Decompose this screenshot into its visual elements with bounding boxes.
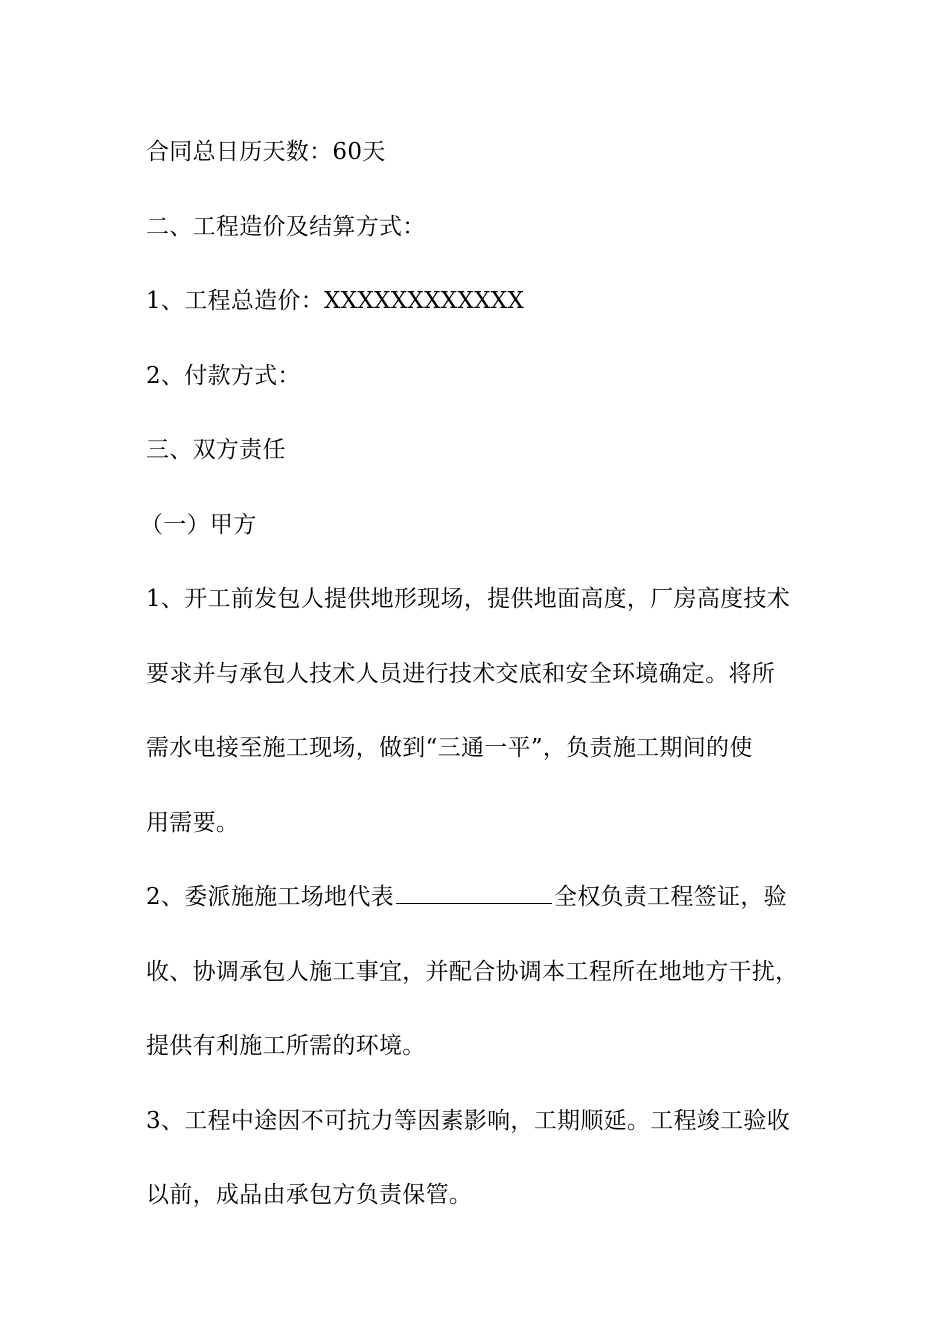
party-a-heading: （一）甲方 [140,512,257,538]
payment-method-line: 2、付款方式： [146,363,301,389]
representative-blank [396,885,552,904]
paragraph-line: 提供有利施工所需的环境。 [146,1033,426,1059]
section-three-heading: 三、双方责任 [146,437,286,463]
paragraph-line: 要求并与承包人技术人员进行技术交底和安全环境确定。将所 [146,661,776,687]
item-two-suffix: 全权负责工程签证，验 [553,884,787,910]
item-two-line [146,882,846,912]
paragraph-line: 1、开工前发包人提供地形现场，提供地面高度，厂房高度技术 [146,586,791,612]
paragraph-line: 需水电接至施工现场，做到“三通一平”，负责施工期间的使 [146,735,753,761]
item-two-prefix: 2、委派施施工场地代表 [146,884,394,910]
section-two-heading: 二、工程造价及结算方式： [146,214,426,240]
contract-days-line: 合同总日历天数：60天 [146,139,386,165]
paragraph-line: 3、工程中途因不可抗力等因素影响，工期顺延。工程竣工验收 [146,1108,791,1134]
paragraph-line: 收、协调承包人施工事宜，并配合协调本工程所在地地方干扰， [146,959,799,985]
paragraph-line: 用需要。 [146,810,240,836]
total-cost-line: 1、工程总造价：XXXXXXXXXXXX [146,288,525,314]
paragraph-line: 以前，成品由承包方负责保管。 [146,1182,473,1208]
